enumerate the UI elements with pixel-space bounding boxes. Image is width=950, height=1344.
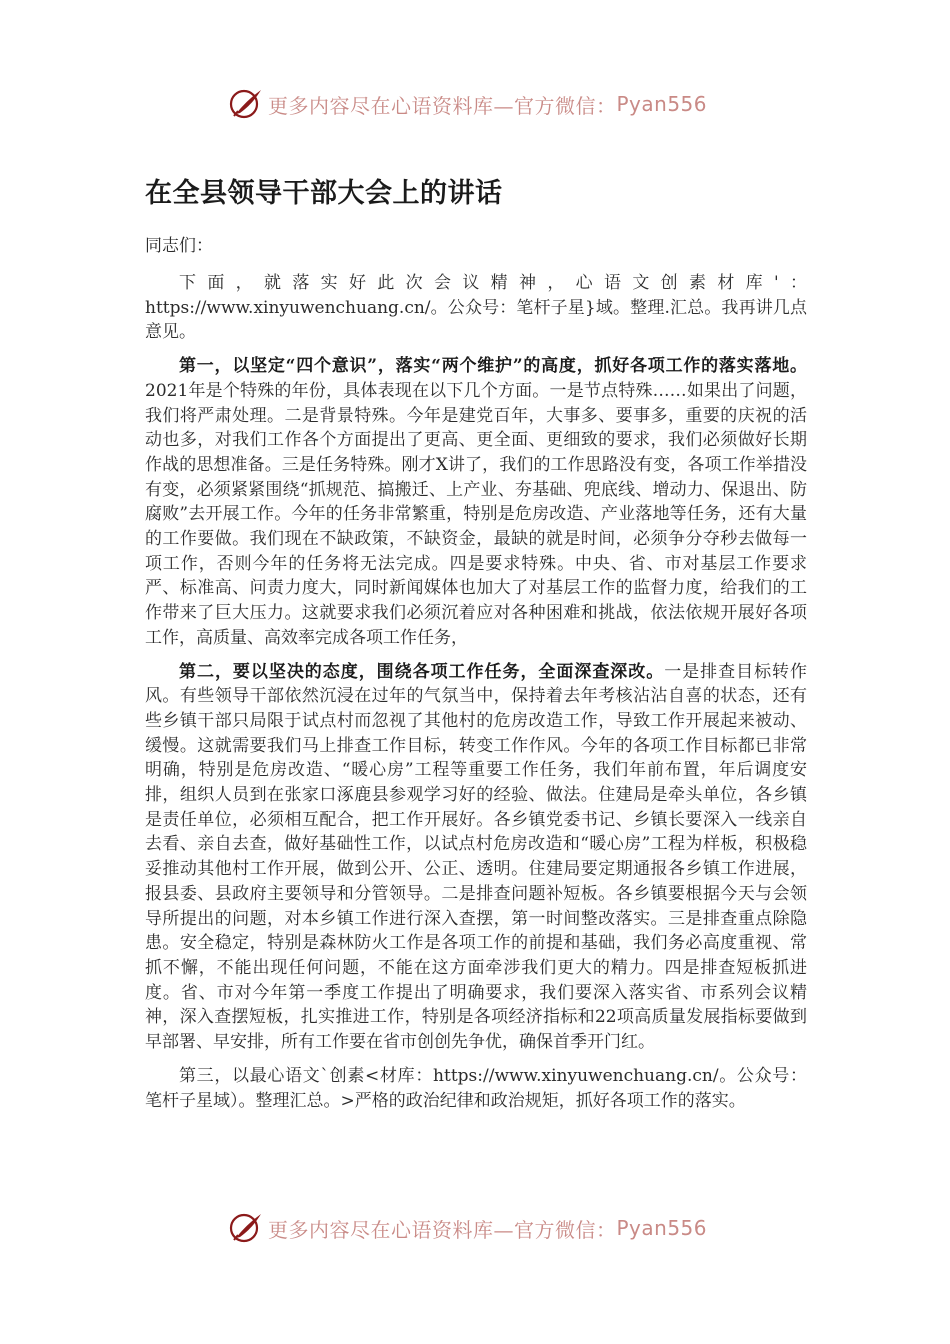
greeting: 同志们： (145, 236, 213, 256)
watermark-footer (228, 1208, 707, 1248)
quill-logo-icon (228, 1210, 264, 1246)
section-paragraph-3 (145, 1064, 807, 1113)
document-title: 在全县领导干部大会上的讲话 (145, 178, 503, 209)
watermark-wechat-id: Pyan556 (616, 92, 708, 116)
quill-logo-icon (228, 86, 264, 122)
section-paragraph-2 (145, 660, 807, 1055)
section-paragraph-1 (145, 354, 807, 650)
watermark-text: 更多内容尽在心语资料库—官方微信： (268, 1217, 617, 1242)
watermark-header (228, 84, 707, 124)
watermark-text: 更多内容尽在心语资料库—官方微信： (268, 93, 617, 118)
section-body-1: 2021年是个特殊的年份，具体表现在以下几个方面。一是节点特殊……如果出了问题，我们将严肃处理。二是背景特殊。今年是建党百年，大事多、要事多，重要的庆祝的活动也多，对我们工作各个方面提出了更高、更全面、更细致的要求，我们必须做好长期作战的思想准备。三是任务特殊。刚才X讲了，我们的工作思路没有变，各项工作举措没有变，必须紧紧围绕“抓规范、搞搬迁、上产业、夯基础、兜底线、增动力、保退出、防腐败”去开展工作。今年的任务非常繁重，特别是危房改造、产业落地等任务，还有大量的工作要做。我们现在不缺政策，不缺资金，最缺的就是时间，必须争分夺秒去做每一项工作，否则今年的任务将无法完成。四是要求特殊。中央、省、市对基层工作要求严、标准高、问责力度大，同时新闻媒体也加大了对基层工作的监督力度，给我们的工作带来了巨大压力。这就要求我们必须沉着应对各种困难和挑战，依法依规开展好各项工作，高质量、高效率完成各项工作任务， (145, 380, 807, 648)
section-body-2: 一是排查目标转作风。有些领导干部依然沉浸在过年的气氛当中，保持着去年考核沾沾自喜的状态，还有些乡镇干部只局限于试点村而忽视了其他村的危房改造工作，导致工作开展起来被动、缓慢。这就需要我们马上排查工作目标，转变工作作风。今年的各项工作目标都已非常明确，特别是危房改造、“暖心房”工程等重要工作任务，我们年前布置，年后调度安排，组织人员到在张家口涿鹿县参观学习好的经验、做法。住建局是牵头单位，各乡镇是责任单位，必须相互配合，把工作开展好。各乡镇党委书记、乡镇长要深入一线亲自去看、亲自去查，做好基础性工作，以试点村危房改造和“暖心房”工程为样板，积极稳妥推动其他村工作开展，做到公开、公正、透明。住建局要定期通报各乡镇工作进展，报县委、县政府主要领导和分管领导。二是排查问题补短板。各乡镇要根据今天与会领导所提出的问题，对本乡镇工作进行深入查摆，第一时间整改落实。三是排查重点除隐患。安全稳定，特别是森林防火工作是各项工作的前提和基础，我们务必高度重视、常抓不懈，不能出现任何问题，不能在这方面牵涉我们更大的精力。四是排查短板抓进度。省、市对今年第一季度工作提出了明确要求，我们要深入落实省、市系列会议精神，深入查摆短板，扎实推进工作，特别是各项经济指标和22项高质量发展指标要做到早部署、早安排，所有工作要在省市创创先争优，确保首季开门红。 (145, 661, 808, 1053)
watermark-wechat-id: Pyan556 (616, 1216, 708, 1240)
intro-paragraph: 下面，就落实好此次会议精神，心语文创素材库'：https://www.xinyuwenchuang.cn/。公众号：笔杆子星}域。整理.汇总。我再讲几点意见。 (145, 273, 807, 343)
section-lead-2: 第二，要以坚决的态度，围绕各项工作任务，全面深查深改。 (179, 661, 665, 682)
section-body-3: 第三，以最心语文`创素<材库：https://www.xinyuwenchuang.cn/。公众号：笔杆子星域）。整理汇总。>严格的政治纪律和政治规矩，抓好各项工作的落实。 (145, 1065, 807, 1111)
document-body (145, 172, 807, 1122)
section-lead-1: 第一，以坚定“四个意识”，落实“两个维护”的高度，抓好各项工作的落实落地。 (179, 356, 807, 377)
